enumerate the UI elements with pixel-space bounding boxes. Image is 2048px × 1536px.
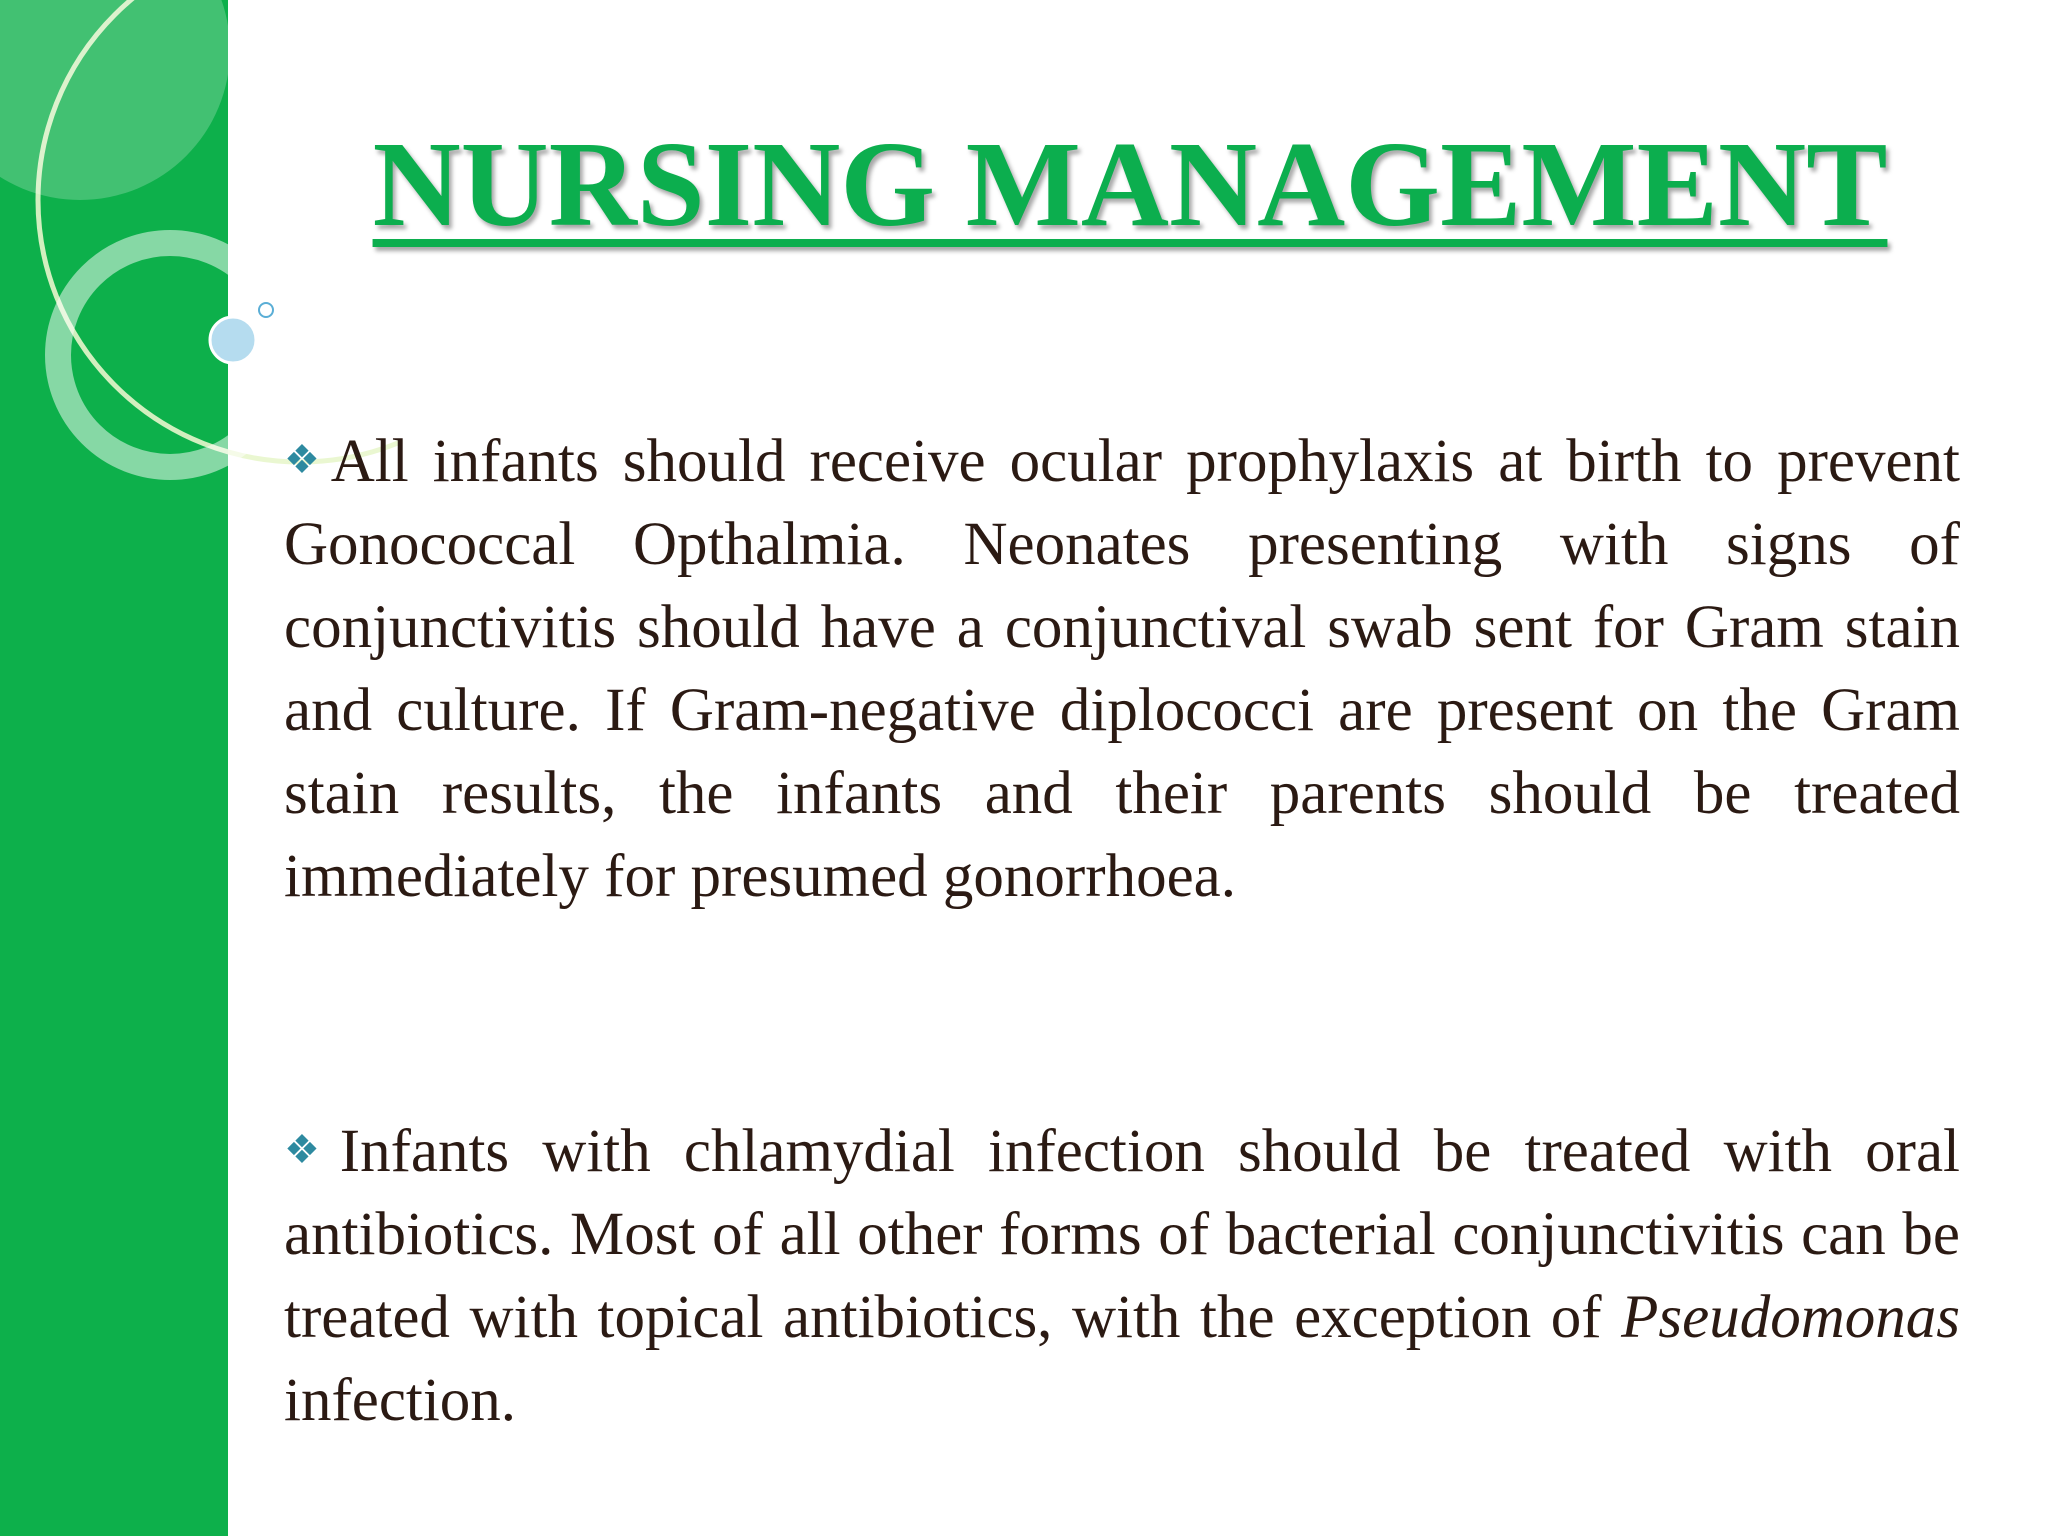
light-disc-decoration [0, 0, 230, 200]
paragraph-2-ending: infection. [284, 1367, 517, 1434]
paragraph-1-text: All infants should receive ocular prophylaxis at birth to prevent Gonococcal Opthalmia. Neonates presenting with signs of conjunctivitis should have a conjunctival swab sent for Gram stain and culture. If Gram-negative diplococci are present on the Gram stain results, the infants and their parents should be treated immediately for presumed gonorrhoea. [284, 428, 1961, 910]
pseudomonas-italic: Pseudomonas [1621, 1284, 1960, 1351]
paragraph-ocular-prophylaxis [284, 418, 1960, 918]
slide-title: NURSING MANAGEMENT [372, 117, 1888, 252]
diamond-bullet-icon: ❖ [284, 437, 329, 482]
bubble-decoration [210, 317, 256, 363]
paragraph-chlamydial-infection [284, 1108, 1960, 1442]
tiny-bubble-decoration [259, 303, 273, 317]
diamond-bullet-icon: ❖ [284, 1127, 338, 1172]
paragraph-2-text: Infants with chlamydial infection should be treated with oral antibiotics. Most of all other forms of bacterial conjunctivitis can be treated with topical antibiotics, with the exception of [284, 1118, 1960, 1351]
